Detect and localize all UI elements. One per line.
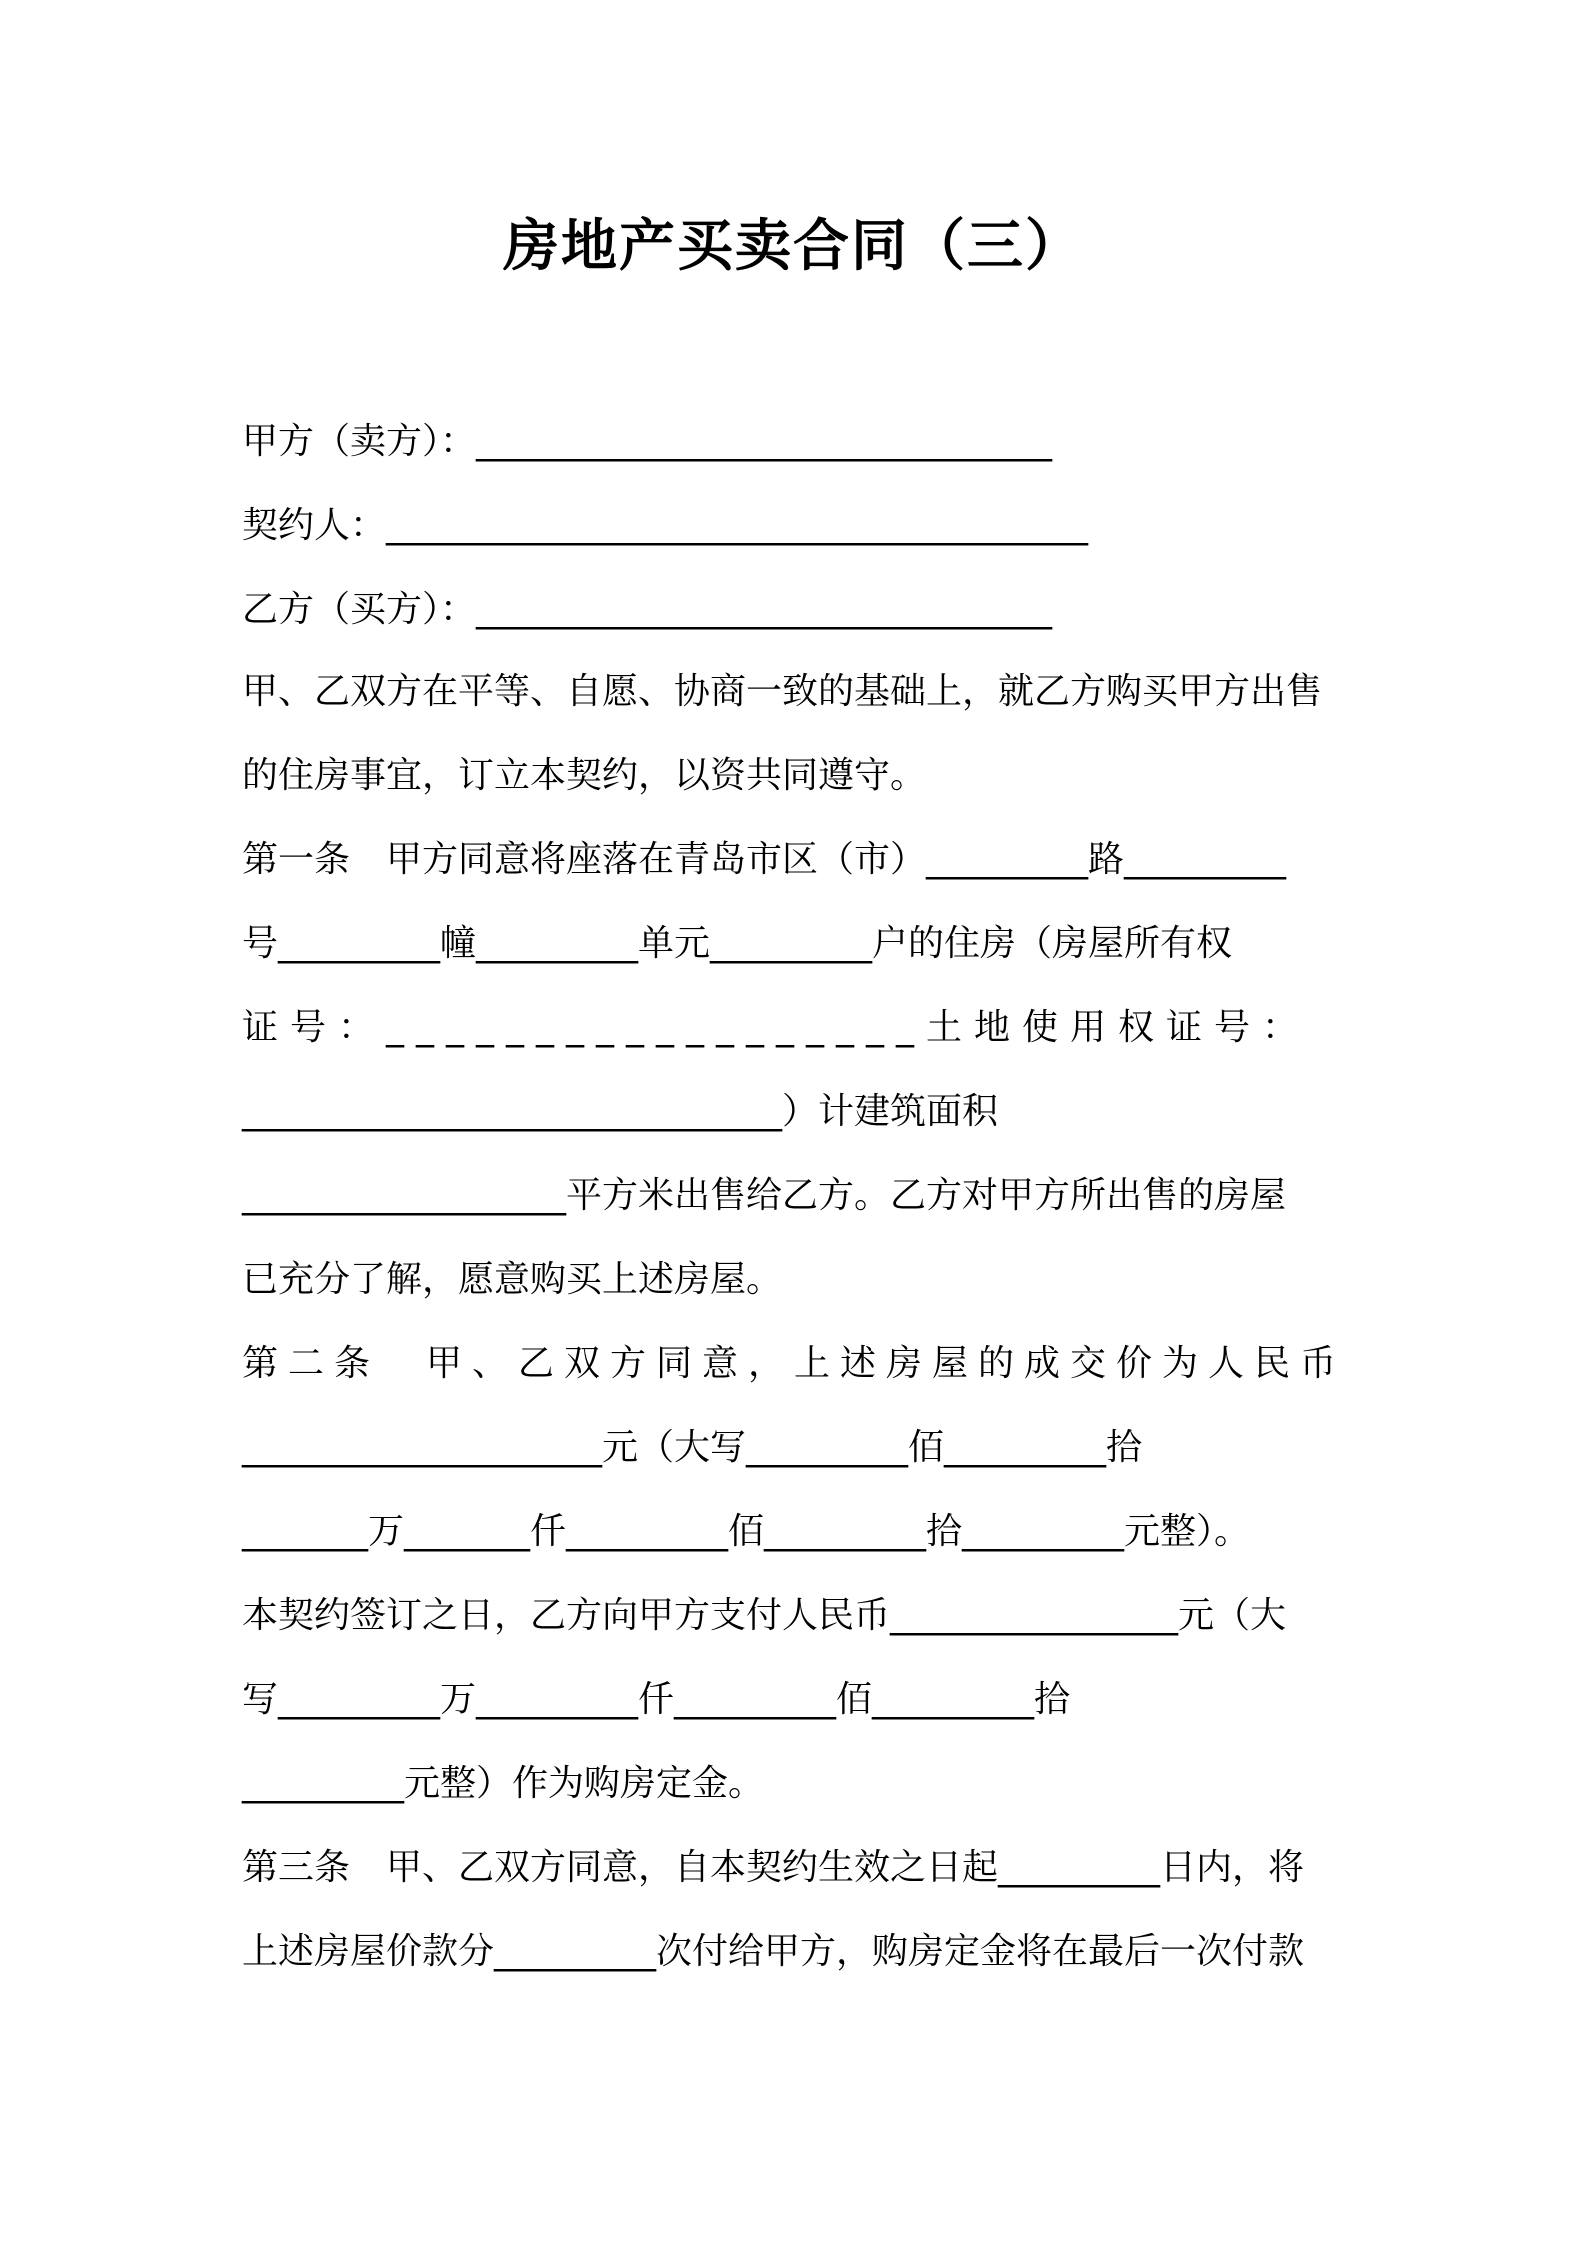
article-1-line-4: ______________________________）计建筑面积 bbox=[242, 1091, 999, 1132]
preamble-line-2: 的住房事宜，订立本契约，以资共同遵守。 bbox=[242, 755, 927, 796]
article-1-line-5: __________________平方米出售给乙方。乙方对甲方所出售的房屋 bbox=[242, 1175, 1287, 1216]
page-title: 房地产买卖合同（三） bbox=[503, 214, 1083, 279]
article-3-line-2: 上述房屋价款分_________次付给甲方，购房定金将在最后一次付款 bbox=[242, 1931, 1305, 1972]
article-2-line-6: _________元整）作为购房定金。 bbox=[242, 1763, 765, 1804]
article-2-line-2: ____________________元（大写_________佰_________拾 bbox=[242, 1427, 1143, 1468]
article-1-line-2: 号_________幢_________单元_________户的住房（房屋所有权 bbox=[242, 923, 1233, 964]
article-2-line-1: 第二条 甲、乙双方同意，上述房屋的成交价为人民币 bbox=[242, 1343, 1347, 1384]
article-1-line-3: 证号：__________________土地使用权证号： bbox=[242, 1007, 1311, 1048]
contractor-line: 契约人：_______________________________________ bbox=[242, 505, 1089, 546]
buyer-line: 乙方（买方）：________________________________ bbox=[242, 589, 1053, 630]
article-1-line-6: 已充分了解，愿意购买上述房屋。 bbox=[242, 1259, 783, 1300]
article-2-line-3: _______万_______仟_________佰_________拾_________元整）。 bbox=[242, 1511, 1251, 1552]
seller-line: 甲方（卖方）：________________________________ bbox=[242, 421, 1053, 462]
article-2-line-4: 本契约签订之日，乙方向甲方支付人民币________________元（大 bbox=[242, 1595, 1287, 1636]
article-1-line-1: 第一条 甲方同意将座落在青岛市区（市）_________路_________ bbox=[242, 839, 1287, 880]
article-2-line-5: 写_________万_________仟_________佰_________拾 bbox=[242, 1679, 1070, 1720]
article-3-line-1: 第三条 甲、乙双方同意，自本契约生效之日起_________日内，将 bbox=[242, 1847, 1305, 1888]
preamble-line-1: 甲、乙双方在平等、自愿、协商一致的基础上，就乙方购买甲方出售 bbox=[242, 671, 1323, 712]
